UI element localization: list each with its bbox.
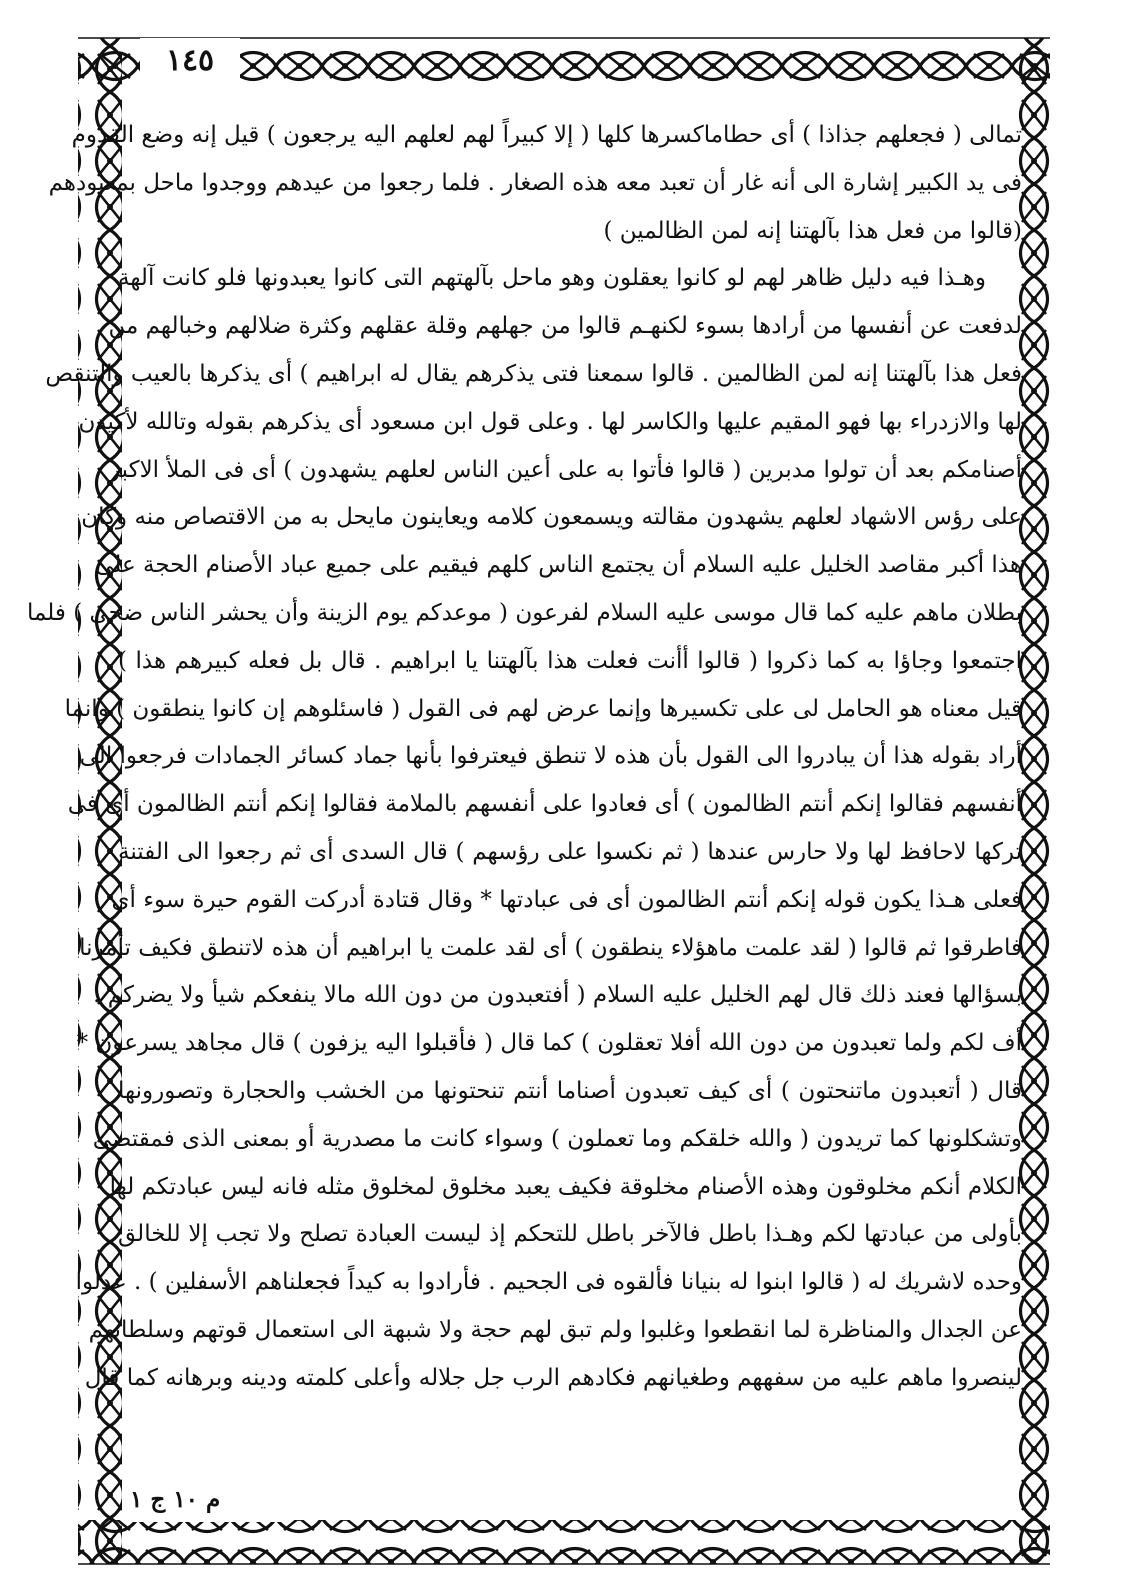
text-line-9: على رؤس الاشهاد لعلهم يشهدون مقالته ويسمعون كلامه ويعاينون مايحل به من الاقتصاص منه وكان (81, 504, 1022, 531)
text-line-16: تركها لاحافظ لها ولا حارس عندها ( ثم نكسوا على رؤسهم ) قال السدى أى ثم رجعوا الى الفتنة (118, 838, 1022, 865)
text-line-27: لينصروا ماهم عليه من سفههم وطغيانهم فكادهم الرب جل جلاله وأعلى كلمته ودينه وبرهانه كما قال (84, 1364, 1022, 1391)
text-line-1: تمالى ( فجعلهم جذاذا ) أى حطاماكسرها كلها ( إلا كبيراً لهم لعلهم اليه يرجعون ) قيل إنه وضع القدوم (71, 122, 1022, 148)
body-text (27, 112, 1023, 1403)
text-line-24: بأولى من عبادتها لكم وهـذا باطل فالآخر باطل للتحكم إذ ليست العبادة تصلح ولا تجب إلا للخالق (118, 1221, 1022, 1248)
text-line-21: قال ( أتعبدون ماتنحتون ) أى كيف تعبدون أصناما أنتم تنحتونها من الخشب والحجارة وتصورونها (118, 1077, 1022, 1104)
text-line-19: بسؤالها فعند ذلك قال لهم الخليل عليه السلام ( أفتعبدون من دون الله مالا ينفعكم شيأ ولا يضركم . (93, 982, 1022, 1009)
text-line-26: عن الجدال والمناظرة لما انقطعوا وغلبوا ولم تبق لهم حجة ولا شبهة الى استعمال قوتهم وسلطانهم (88, 1316, 1022, 1343)
text-line-15: أنفسهم فقالوا إنكم أنتم الظالمون ) أى فعادوا على أنفسهم بالملامة فقالوا إنكم أنتم الظالمون أى فى (67, 791, 1022, 818)
text-line-13: قيل معناه هو الحامل لى على تكسيرها وإنما عرض لهم فى القول ( فاسئلوهم إن كانوا ينطقون ) وانما (64, 695, 1022, 722)
text-line-7: لها والازدراء بها فهو المقيم عليها والكاسر لها . وعلى قول ابن مسعود أى يذكرهم بقوله وتالله لأكيدن (78, 408, 1022, 435)
text-line-18: فاطرقوا ثم قالوا ( لقد علمت ماهؤلاء ينطقون ) أى لقد علمت يا ابراهيم أن هذه لاتنطق فكيف تأمرنا (79, 934, 1022, 961)
text-line-20: أف لكم ولما تعبدون من دون الله أفلا تعقلون ) كما قال ( فأقبلوا اليه يزفون ) قال مجاهد يسرعون * (76, 1030, 1022, 1057)
text-line-25: وحده لاشريك له ( قالوا ابنوا له بنيانا فألقوه فى الجحيم . فأرادوا به كيداً فجعلناهم الأسفلين ) . عدلوا (75, 1269, 1022, 1296)
text-line-10: هذا أكبر مقاصد الخليل عليه السلام أن يجتمع الناس كلهم فيقيم على جميع عباد الأصنام الحجة على (95, 552, 1022, 579)
text-line-17: فعلى هـذا يكون قوله إنكم أنتم الظالمون أى فى عبادتها * وقال قتادة أدركت القوم حيرة سوء أى (111, 886, 1022, 913)
text-line-4: وهـذا فيه دليل ظاهر لهم لو كانوا يعقلون وهو ماحل بآلهتهم التى كانوا يعبدونها فلو كانت آلهة (118, 265, 986, 292)
text-line-6: فعل هذا بآلهتنا إنه لمن الظالمين . قالوا سمعنا فتى يذكرهم يقال له ابراهيم ) أى يذكرها بالعيب والتنقص (45, 360, 1022, 387)
text-line-3: (قالوا من فعل هذا بآلهتنا إنه لمن الظالمين ) (603, 217, 1022, 244)
text-line-12: اجتمعوا وجاؤا به كما ذكروا ( قالوا أأنت فعلت هذا بآلهتنا يا ابراهيم . قال بل فعله كبيرهم هذا ) (118, 647, 1023, 674)
page-number: ١٤٥ (140, 38, 240, 82)
text-line-14: أراد بقوله هذا أن يبادروا الى القول بأن هذه لا تنطق فيعترفوا بأنها جماد كسائر الجمادات فرجعوا الى (79, 743, 1022, 770)
text-line-5: لدفعت عن أنفسها من أرادها بسوء لكنهـم قالوا من جهلهم وقلة عقلهم وكثرة ضلالهم وخبالهم من (108, 313, 1022, 340)
signature-mark: م ١٠ ج ١ (130, 1486, 290, 1522)
text-line-8: أصنامكم بعد أن تولوا مدبرين ( قالوا فأتوا به على أعين الناس لعلهم يشهدون ) أى فى الملأ الاكبر (108, 456, 1022, 483)
text-line-23: الكلام أنكم مخلوقون وهذه الأصنام مخلوقة فكيف يعبد مخلوق لمخلوق مثله فانه ليس عبادتكم لها (109, 1173, 1022, 1200)
text-line-22: وتشكلونها كما تريدون ( والله خلقكم وما تعملون ) وسواء كانت ما مصدرية أو بمعنى الذى فمقتضى (92, 1125, 1022, 1152)
text-line-2: فى يد الكبير إشارة الى أنه غار أن تعبد معه هذه الصغار . فلما رجعوا من عيدهم ووجدوا ماحل بمعبودهم (48, 169, 1022, 196)
text-line-11: بطلان ماهم عليه كما قال موسى عليه السلام لفرعون ( موعدكم يوم الزينة وأن يحشر الناس ضحى ) فلما (27, 599, 1022, 626)
